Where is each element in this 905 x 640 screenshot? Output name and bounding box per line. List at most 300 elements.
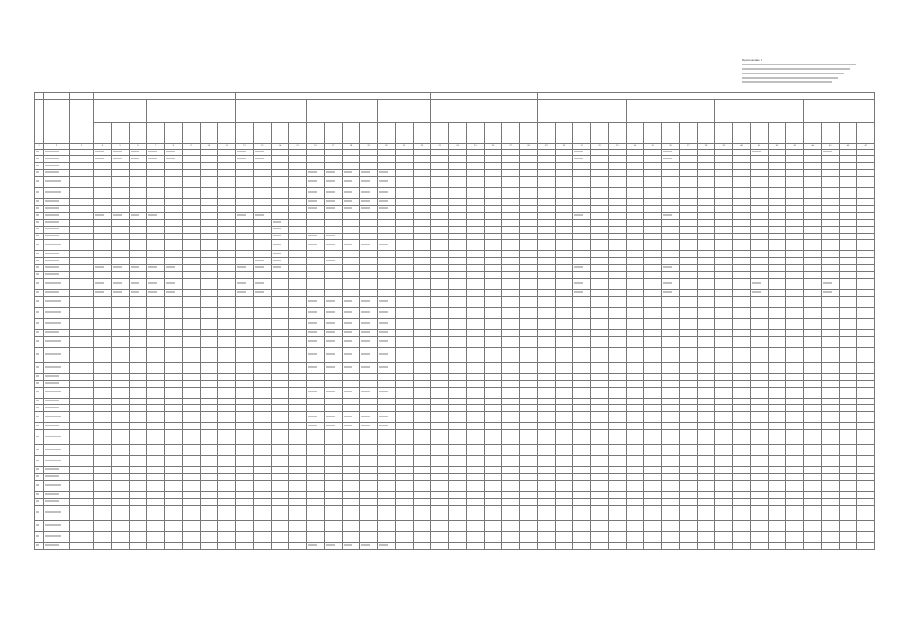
table-cell (697, 498, 715, 505)
table-cell (307, 445, 325, 456)
table-cell (147, 318, 165, 329)
table-cell (342, 272, 360, 279)
table-cell (70, 258, 94, 265)
table-cell (431, 474, 449, 481)
table-cell (342, 467, 360, 474)
table-cell (111, 405, 129, 412)
table-cell (537, 520, 555, 531)
table-cell (307, 347, 325, 362)
table-cell (360, 423, 378, 430)
table-cell (165, 491, 183, 498)
column-number: 3 (70, 144, 94, 150)
table-cell (271, 258, 289, 265)
table-cell (644, 251, 662, 258)
table-cell (307, 212, 325, 219)
table-cell (35, 329, 44, 336)
table-cell (750, 531, 768, 542)
table-cell (733, 430, 751, 445)
table-cell (324, 423, 342, 430)
column-number: 37 (679, 144, 697, 150)
table-cell (378, 491, 396, 498)
table-cell (821, 405, 839, 412)
table-cell (395, 423, 413, 430)
table-cell (520, 188, 538, 199)
table-cell (662, 480, 680, 491)
table-cell (857, 318, 875, 329)
table-cell (307, 226, 325, 233)
table-cell (573, 362, 591, 373)
table-cell (253, 520, 271, 531)
table-cell (253, 362, 271, 373)
table-cell (342, 251, 360, 258)
table-cell (307, 170, 325, 177)
table-cell (94, 219, 112, 226)
table-cell (35, 170, 44, 177)
column-number: 10 (200, 144, 218, 150)
table-cell (111, 398, 129, 405)
table-cell (608, 188, 626, 199)
table-cell (608, 474, 626, 481)
table-cell (750, 307, 768, 318)
table-cell (839, 170, 857, 177)
illegible-text (45, 331, 59, 333)
table-cell (484, 170, 502, 177)
subheader-cell (573, 123, 591, 144)
table-cell (35, 336, 44, 347)
column-number: 28 (520, 144, 538, 150)
table-cell (70, 265, 94, 272)
table-cell (271, 467, 289, 474)
table-cell (466, 474, 484, 481)
table-cell (591, 362, 609, 373)
table-cell (165, 412, 183, 423)
table-cell (644, 329, 662, 336)
table-cell (360, 467, 378, 474)
illegible-text (255, 214, 264, 216)
table-cell (129, 163, 147, 170)
table-cell (697, 156, 715, 163)
table-cell (413, 212, 431, 219)
table-cell (253, 531, 271, 542)
table-cell (715, 296, 733, 307)
table-cell (626, 405, 644, 412)
table-cell (484, 531, 502, 542)
table-cell (431, 362, 449, 373)
table-cell (236, 542, 254, 549)
table-cell (733, 398, 751, 405)
table-cell (786, 498, 804, 505)
table-cell (662, 226, 680, 233)
table-cell (182, 258, 200, 265)
table-cell (236, 226, 254, 233)
table-cell (466, 329, 484, 336)
table-cell (324, 412, 342, 423)
table-cell (679, 542, 697, 549)
table-cell (555, 251, 573, 258)
table-cell (94, 467, 112, 474)
table-cell (253, 405, 271, 412)
table-cell (839, 398, 857, 405)
table-cell (768, 505, 786, 520)
table-cell (733, 347, 751, 362)
table-row (35, 520, 875, 531)
table-cell (431, 380, 449, 387)
table-cell (324, 205, 342, 212)
table-row (35, 456, 875, 467)
table-cell (395, 272, 413, 279)
table-cell (502, 456, 520, 467)
table-cell (466, 278, 484, 289)
table-cell (35, 362, 44, 373)
table-cell (431, 149, 449, 156)
column-number: 4 (94, 144, 112, 150)
table-cell (289, 387, 307, 398)
table-cell (200, 177, 218, 188)
illegible-text (361, 322, 370, 324)
table-cell (324, 177, 342, 188)
column-number: 14 (271, 144, 289, 150)
subheader-cell (466, 123, 484, 144)
table-cell (70, 156, 94, 163)
illegible-text (663, 266, 672, 268)
table-cell (750, 240, 768, 251)
table-cell (324, 251, 342, 258)
table-cell (466, 480, 484, 491)
table-cell (431, 329, 449, 336)
table-cell (644, 480, 662, 491)
table-cell (715, 226, 733, 233)
table-cell (715, 212, 733, 219)
table-cell (413, 188, 431, 199)
table-cell (147, 531, 165, 542)
table-cell (857, 289, 875, 296)
table-cell (307, 272, 325, 279)
table-cell (768, 347, 786, 362)
table-cell (111, 240, 129, 251)
table-cell (182, 520, 200, 531)
table-cell (253, 398, 271, 405)
table-cell (537, 240, 555, 251)
table-cell (839, 289, 857, 296)
table-row (35, 278, 875, 289)
table-cell (662, 212, 680, 219)
table-cell (94, 480, 112, 491)
table-cell (236, 278, 254, 289)
illegible-text (36, 191, 39, 193)
table-cell (431, 445, 449, 456)
illegible-text (308, 191, 317, 193)
table-row (35, 474, 875, 481)
table-cell (182, 387, 200, 398)
table-cell (253, 265, 271, 272)
illegible-text (344, 425, 353, 427)
table-cell (360, 251, 378, 258)
illegible-text (574, 291, 583, 293)
table-cell (395, 347, 413, 362)
table-cell (342, 398, 360, 405)
table-cell (129, 177, 147, 188)
illegible-text (255, 158, 264, 160)
table-cell (697, 430, 715, 445)
table-cell (395, 258, 413, 265)
table-cell (786, 347, 804, 362)
table-cell (591, 445, 609, 456)
table-cell (360, 336, 378, 347)
table-cell (679, 347, 697, 362)
table-cell (555, 272, 573, 279)
table-cell (697, 467, 715, 474)
table-cell (200, 149, 218, 156)
table-cell (697, 188, 715, 199)
table-cell (165, 445, 183, 456)
table-cell (573, 423, 591, 430)
table-cell (182, 170, 200, 177)
table-cell (804, 240, 822, 251)
table-cell (111, 531, 129, 542)
table-cell (484, 307, 502, 318)
table-cell (431, 387, 449, 398)
table-cell (857, 347, 875, 362)
illegible-text (148, 291, 157, 293)
table-cell (431, 240, 449, 251)
illegible-text (36, 416, 39, 418)
table-cell (253, 505, 271, 520)
table-cell (200, 491, 218, 498)
illegible-text (45, 266, 59, 268)
table-cell (147, 219, 165, 226)
table-cell (466, 296, 484, 307)
illegible-text (361, 171, 370, 173)
table-cell (679, 456, 697, 467)
table-cell (715, 423, 733, 430)
table-cell (839, 219, 857, 226)
table-cell (35, 423, 44, 430)
table-cell (449, 212, 467, 219)
table-cell (484, 296, 502, 307)
column-number: 12 (236, 144, 254, 150)
table-cell (395, 445, 413, 456)
illegible-text (113, 214, 122, 216)
table-cell (839, 430, 857, 445)
table-cell (253, 542, 271, 549)
table-cell (750, 258, 768, 265)
table-cell (821, 307, 839, 318)
table-cell (466, 307, 484, 318)
table-cell (573, 491, 591, 498)
table-cell (413, 296, 431, 307)
table-cell (70, 373, 94, 380)
table-cell (111, 307, 129, 318)
table-cell (94, 423, 112, 430)
table-cell (626, 423, 644, 430)
table-cell (626, 398, 644, 405)
table-cell (733, 258, 751, 265)
column-number: 43 (786, 144, 804, 150)
illegible-text (326, 244, 335, 246)
illegible-text (379, 416, 388, 418)
illegible-text (45, 300, 61, 302)
table-cell (715, 491, 733, 498)
table-cell (786, 307, 804, 318)
table-cell (413, 289, 431, 296)
table-cell (70, 362, 94, 373)
table-cell (94, 491, 112, 498)
table-cell (413, 272, 431, 279)
table-cell (449, 398, 467, 405)
header-cell (431, 100, 538, 123)
header-cell (236, 100, 307, 123)
table-cell (644, 170, 662, 177)
table-cell (307, 336, 325, 347)
table-cell (360, 362, 378, 373)
table-cell (307, 318, 325, 329)
illegible-text (45, 273, 59, 275)
table-cell (679, 491, 697, 498)
table-cell (662, 542, 680, 549)
table-cell (804, 498, 822, 505)
table-cell (111, 205, 129, 212)
table-cell (342, 491, 360, 498)
table-cell (129, 199, 147, 206)
row-description (44, 265, 70, 272)
table-cell (733, 205, 751, 212)
table-cell (307, 177, 325, 188)
table-cell (165, 278, 183, 289)
table-cell (520, 505, 538, 520)
table-cell (857, 498, 875, 505)
table-cell (733, 520, 751, 531)
table-cell (129, 430, 147, 445)
table-cell (662, 531, 680, 542)
illegible-text (308, 171, 317, 173)
table-cell (715, 445, 733, 456)
table-cell (342, 412, 360, 423)
table-cell (804, 219, 822, 226)
table-cell (520, 170, 538, 177)
table-cell (147, 163, 165, 170)
table-cell (502, 430, 520, 445)
table-cell (342, 163, 360, 170)
table-cell (253, 480, 271, 491)
table-cell (591, 149, 609, 156)
table-cell (555, 456, 573, 467)
table-cell (502, 199, 520, 206)
table-cell (857, 467, 875, 474)
table-cell (182, 240, 200, 251)
table-cell (431, 219, 449, 226)
table-cell (537, 336, 555, 347)
table-cell (679, 474, 697, 481)
table-cell (573, 412, 591, 423)
table-cell (768, 149, 786, 156)
table-cell (573, 505, 591, 520)
table-cell (111, 212, 129, 219)
table-cell (804, 251, 822, 258)
table-cell (35, 233, 44, 240)
table-cell (94, 251, 112, 258)
table-cell (165, 430, 183, 445)
table-cell (378, 318, 396, 329)
table-cell (236, 272, 254, 279)
table-cell (253, 423, 271, 430)
table-cell (218, 163, 236, 170)
header-cell (94, 93, 236, 100)
table-cell (289, 336, 307, 347)
table-cell (733, 272, 751, 279)
table-cell (70, 380, 94, 387)
table-cell (662, 272, 680, 279)
table-cell (271, 398, 289, 405)
table-cell (111, 505, 129, 520)
table-cell (502, 188, 520, 199)
table-cell (342, 329, 360, 336)
table-cell (644, 296, 662, 307)
illegible-text (361, 366, 370, 368)
illegible-text (326, 331, 335, 333)
table-cell (662, 278, 680, 289)
table-cell (413, 251, 431, 258)
table-cell (857, 430, 875, 445)
illegible-text (45, 151, 59, 153)
table-cell (573, 498, 591, 505)
table-cell (786, 163, 804, 170)
table-cell (750, 456, 768, 467)
header-row-1 (35, 93, 875, 100)
table-cell (786, 251, 804, 258)
table-cell (537, 226, 555, 233)
table-cell (502, 318, 520, 329)
illegible-text (113, 291, 122, 293)
column-number: 45 (821, 144, 839, 150)
illegible-text (273, 260, 282, 262)
table-cell (271, 456, 289, 467)
table-cell (307, 219, 325, 226)
table-cell (342, 188, 360, 199)
table-cell (555, 149, 573, 156)
table-cell (360, 542, 378, 549)
table-cell (697, 170, 715, 177)
table-cell (591, 423, 609, 430)
table-cell (644, 405, 662, 412)
table-cell (182, 398, 200, 405)
illegible-text (36, 331, 39, 333)
table-cell (537, 531, 555, 542)
table-cell (342, 318, 360, 329)
table-cell (378, 430, 396, 445)
table-cell (502, 474, 520, 481)
table-cell (697, 272, 715, 279)
table-cell (591, 318, 609, 329)
subheader-cell (679, 123, 697, 144)
table-cell (750, 398, 768, 405)
table-cell (70, 318, 94, 329)
table-cell (253, 318, 271, 329)
table-cell (768, 289, 786, 296)
table-cell (573, 296, 591, 307)
table-cell (857, 272, 875, 279)
table-cell (466, 531, 484, 542)
table-cell (466, 199, 484, 206)
table-cell (307, 307, 325, 318)
table-cell (733, 387, 751, 398)
illegible-text (308, 340, 317, 342)
table-cell (70, 387, 94, 398)
table-cell (733, 445, 751, 456)
table-cell (733, 240, 751, 251)
illegible-text (361, 544, 370, 546)
table-cell (35, 212, 44, 219)
table-cell (218, 296, 236, 307)
